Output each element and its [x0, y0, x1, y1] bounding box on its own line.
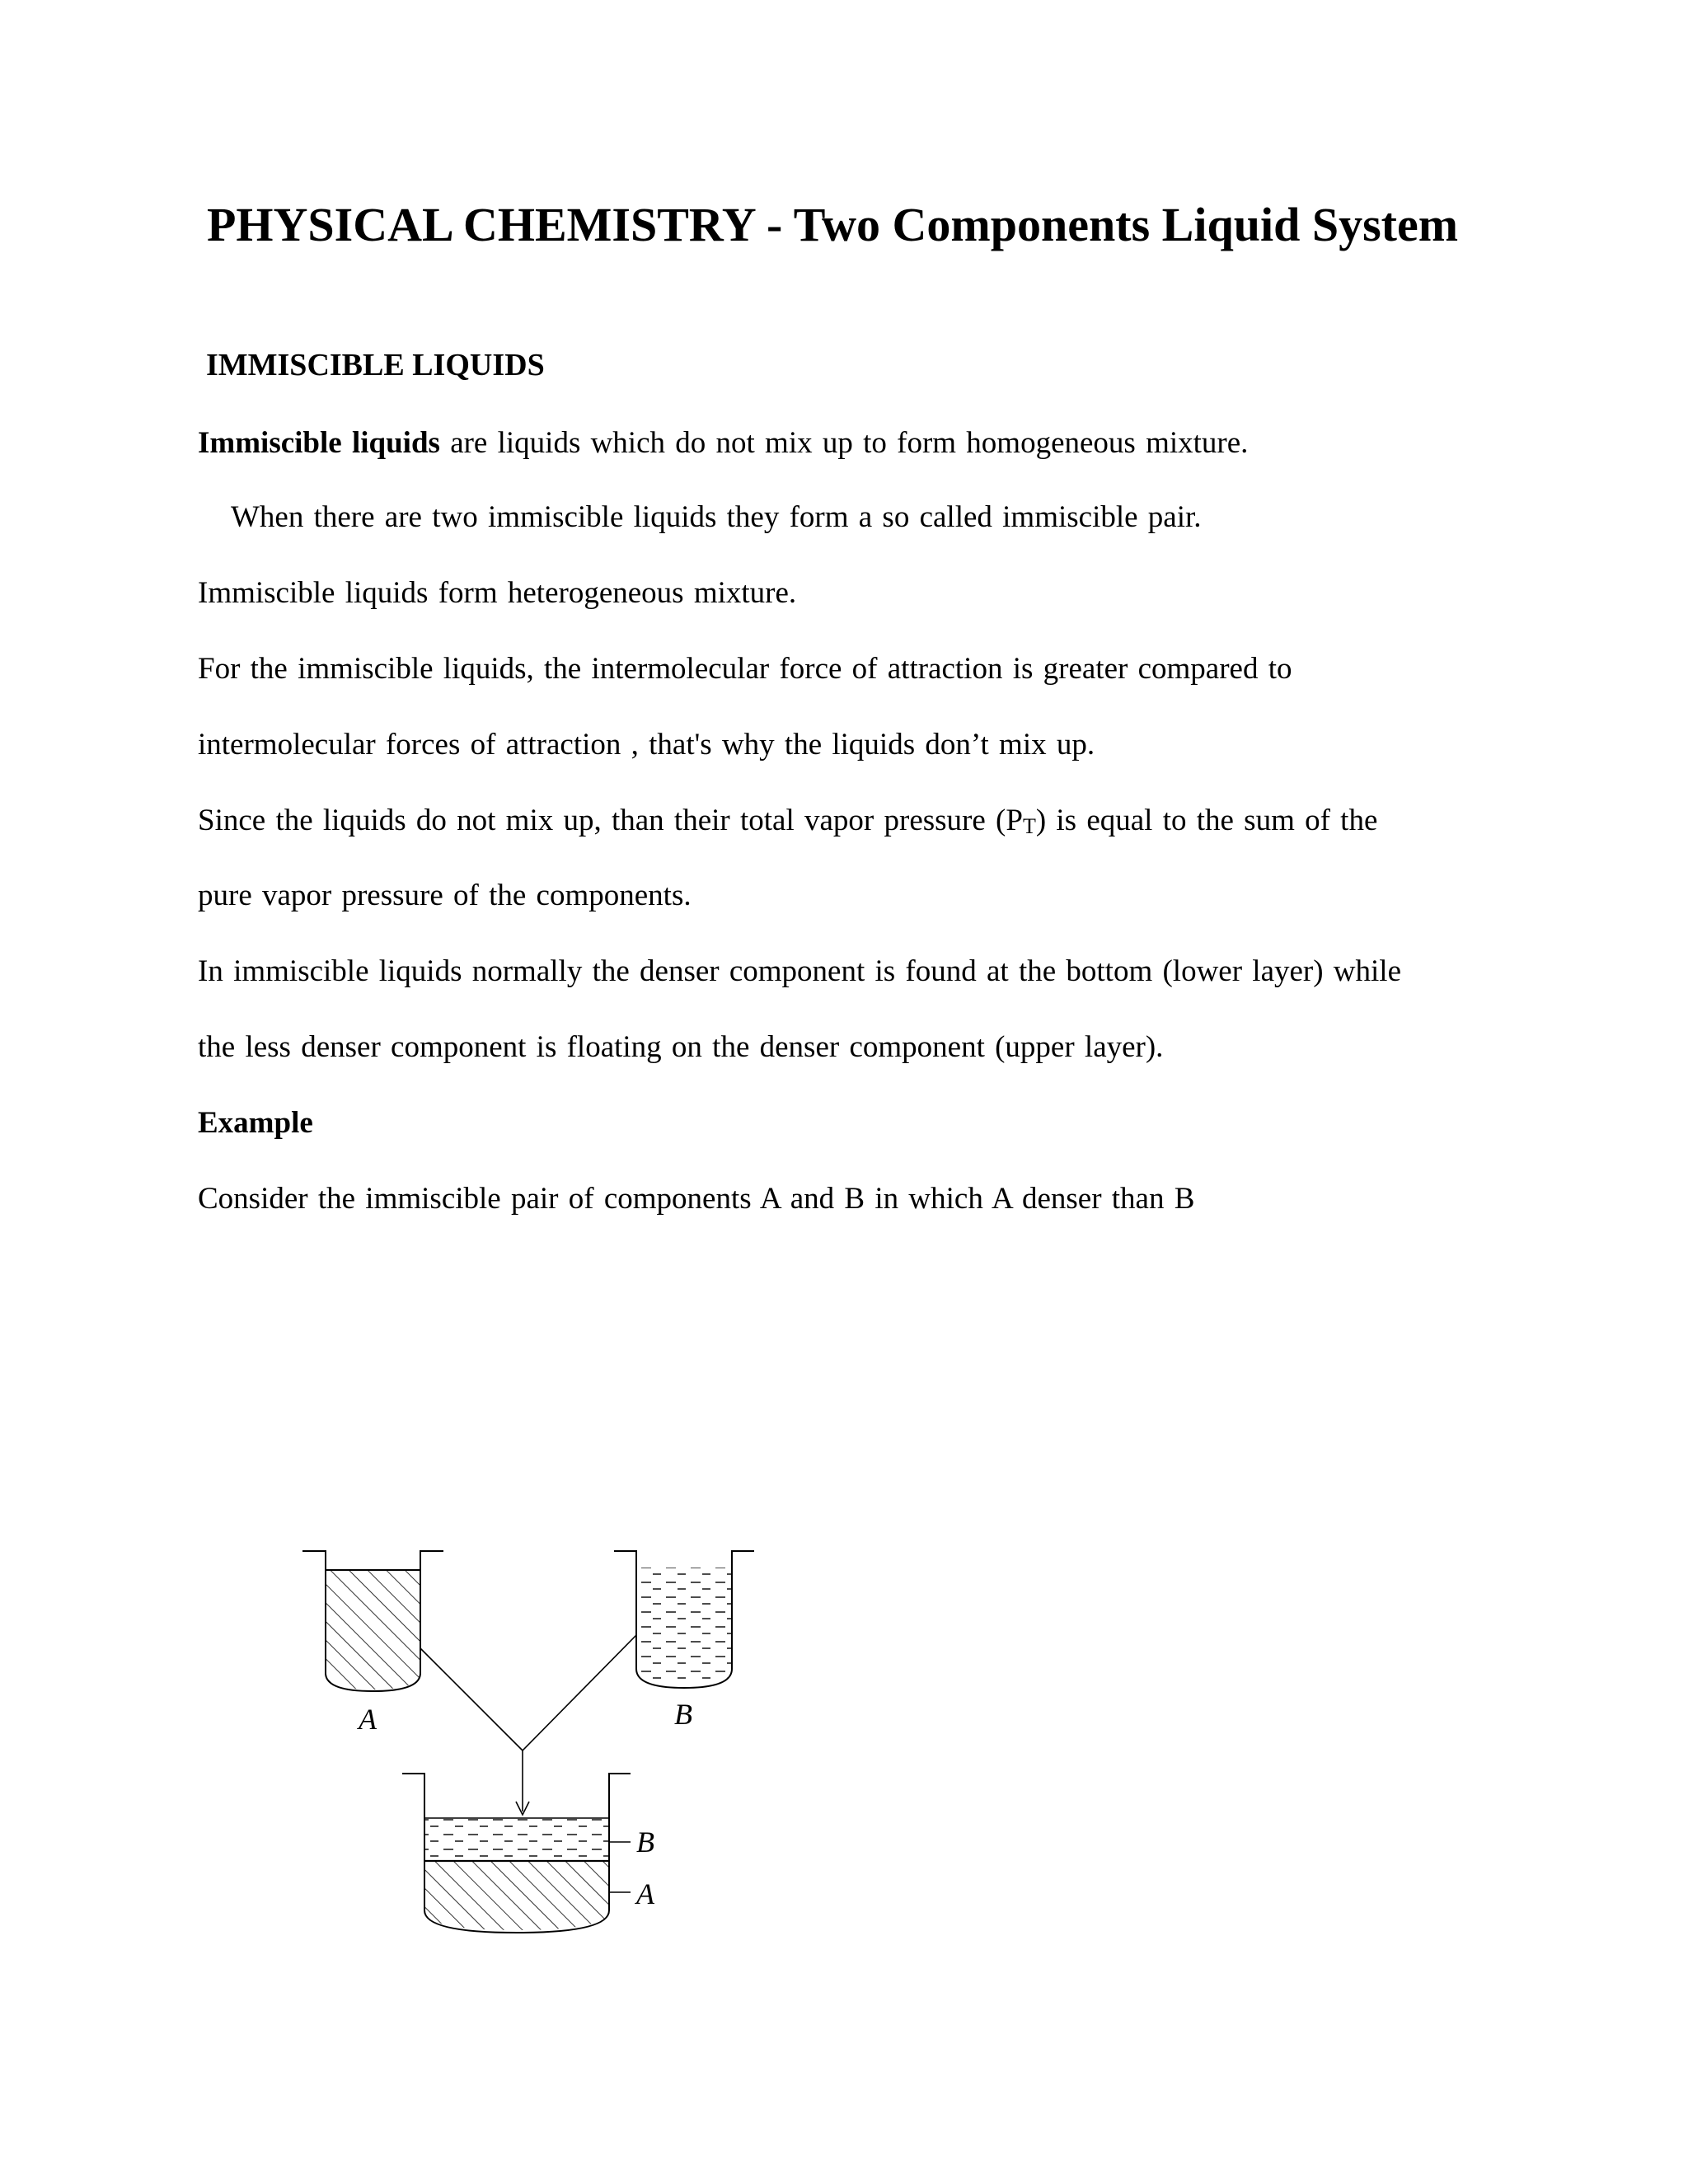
definition-term: Immiscible liquids: [198, 426, 440, 460]
section-heading: IMMISCIBLE LIQUIDS: [206, 348, 545, 382]
layer-b-label: B: [636, 1825, 654, 1858]
page-title: PHYSICAL CHEMISTRY - Two Components Liquid System: [206, 198, 1459, 251]
beaker-b: [614, 1551, 754, 1691]
immiscible-pair-paragraph: When there are two immiscible liquids they form a so called immiscible pair.: [231, 500, 1202, 534]
beaker-a-label: A: [359, 1703, 377, 1736]
definition-paragraph: [198, 424, 1248, 462]
beaker-a: [302, 1551, 443, 1694]
heterogeneous-paragraph: Immiscible liquids form heterogeneous mixture.: [198, 576, 797, 610]
beaker-b-label: B: [674, 1698, 692, 1731]
denser-paragraph-line-2: the less denser component is floating on the denser component (upper layer).: [198, 1030, 1164, 1064]
example-heading: Example: [198, 1106, 313, 1140]
pressure-subscript: T: [1022, 814, 1036, 838]
mixing-arrows: [420, 1635, 636, 1815]
forces-paragraph-line-2: intermolecular forces of attraction , that's why the liquids don’t mix up.: [198, 728, 1095, 762]
pressure-text-start: Since the liquids do not mix up, than their total vapor pressure (P: [198, 804, 1023, 837]
forces-paragraph-line-1: For the immiscible liquids, the intermolecular force of attraction is greater compared to: [198, 652, 1292, 686]
example-text: Consider the immiscible pair of components A and B in which A denser than B: [198, 1182, 1195, 1216]
definition-rest: are liquids which do not mix up to form homogeneous mixture.: [439, 426, 1249, 460]
pressure-paragraph-line-1: [198, 802, 1377, 846]
mixture-beaker: [402, 1774, 631, 1933]
pressure-text-end: ) is equal to the sum of the: [1035, 804, 1378, 837]
denser-paragraph-line-1: In immiscible liquids normally the denser component is found at the bottom (lower layer) while: [198, 954, 1402, 988]
immiscible-liquids-diagram: [293, 1533, 771, 1937]
pressure-paragraph-line-2: pure vapor pressure of the components.: [198, 879, 692, 912]
layer-a-label: A: [636, 1877, 654, 1910]
